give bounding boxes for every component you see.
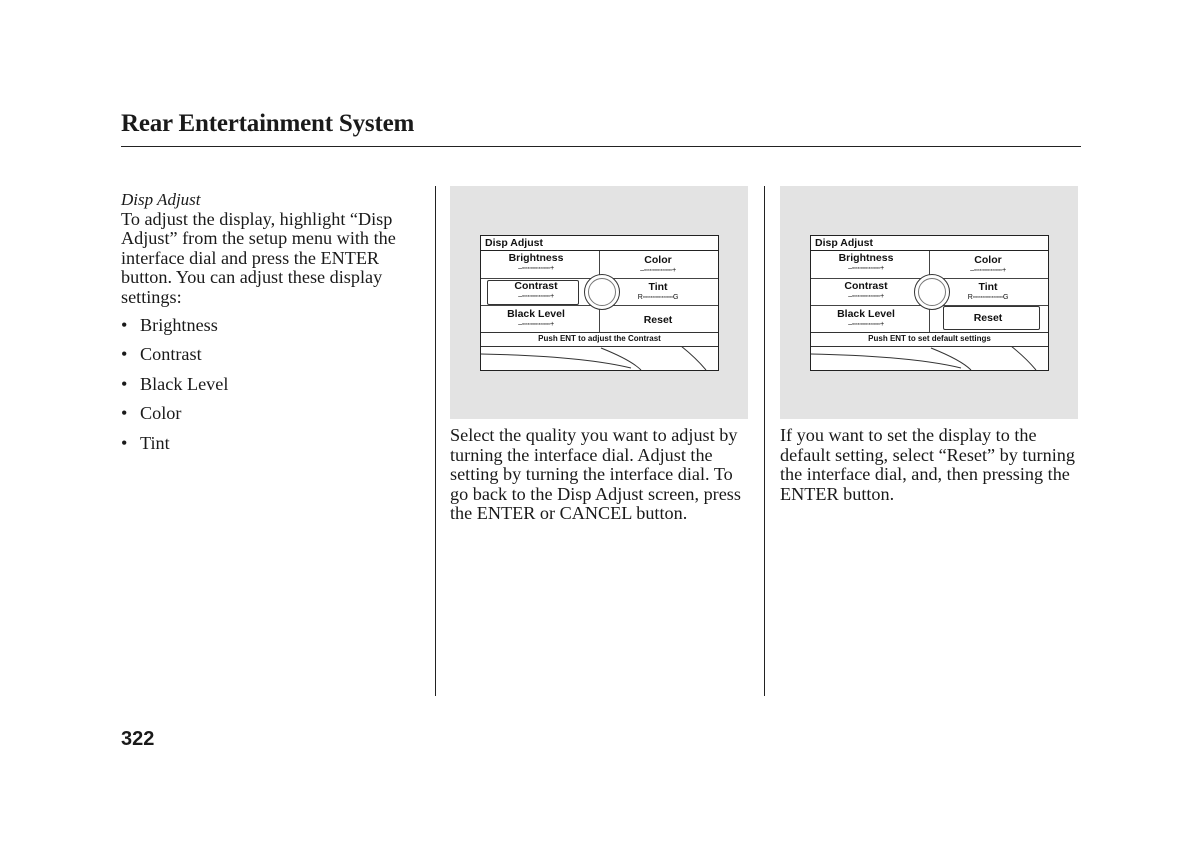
intro-column (121, 190, 426, 463)
display-screen (810, 235, 1049, 371)
title-divider (121, 146, 1081, 147)
figure-contrast-screen (450, 186, 748, 419)
bullet-icon: • (121, 403, 128, 424)
screen-title: Disp Adjust (815, 237, 873, 249)
figure-reset-screen (780, 186, 1078, 419)
bullet-icon: • (121, 314, 128, 335)
page-number: 322 (121, 728, 155, 750)
column-divider-1 (435, 186, 436, 696)
tint-setting: Tint R▫▫▫▫▫▫▫▫▫▫▫▫▫▫G (637, 281, 679, 301)
screen-perspective-lines (481, 346, 718, 370)
list-item: • Contrast (121, 344, 202, 365)
page-title: Rear Entertainment System (121, 110, 415, 137)
bullet-icon: • (121, 432, 128, 453)
caption-right: If you want to set the display to the default setting, select “Reset” by turning the interface dial, and, then pressing the ENTER button. (780, 425, 1075, 504)
subheading: Disp Adjust (121, 190, 201, 209)
screen-perspective-lines (811, 346, 1048, 370)
status-bar: Push ENT to set default settings (811, 332, 1048, 347)
tint-setting: Tint R▫▫▫▫▫▫▫▫▫▫▫▫▫▫G (967, 281, 1009, 301)
bullet-icon: • (121, 344, 128, 365)
list-item: • Brightness (121, 314, 218, 335)
list-item: • Color (121, 403, 182, 424)
display-screen (480, 235, 719, 371)
column-divider-2 (764, 186, 765, 696)
black-level-setting: Black Level –▫▫▫▫▫▫▫▫▫▫▫▫▫+ (507, 308, 565, 328)
settings-list (121, 316, 426, 454)
contrast-setting: Contrast –▫▫▫▫▫▫▫▫▫▫▫▫▫+ (514, 280, 558, 300)
screen-title: Disp Adjust (485, 237, 543, 249)
intro-paragraph: To adjust the display, highlight “Disp Adjust” from the setup menu with the interface dial and press the ENTER button. You can adjust these display settings: (121, 208, 396, 307)
brightness-setting: Brightness –▫▫▫▫▫▫▫▫▫▫▫▫▫+ (508, 252, 564, 272)
reset-option: Reset (643, 314, 673, 326)
list-item: • Black Level (121, 373, 229, 394)
black-level-setting: Black Level –▫▫▫▫▫▫▫▫▫▫▫▫▫+ (837, 308, 895, 328)
color-setting: Color –▫▫▫▫▫▫▫▫▫▫▫▫▫+ (970, 254, 1006, 274)
status-bar: Push ENT to adjust the Contrast (481, 332, 718, 347)
contrast-setting: Contrast –▫▫▫▫▫▫▫▫▫▫▫▫▫+ (844, 280, 888, 300)
reset-option: Reset (973, 312, 1003, 324)
list-item: • Tint (121, 432, 170, 453)
bullet-icon: • (121, 373, 128, 394)
color-setting: Color –▫▫▫▫▫▫▫▫▫▫▫▫▫+ (640, 254, 676, 274)
caption-middle: Select the quality you want to adjust by turning the interface dial. Adjust the setting by turning the interface dial. To go back to the Disp Adjust screen, press the ENTER or CANCEL button. (450, 425, 741, 524)
brightness-setting: Brightness –▫▫▫▫▫▫▫▫▫▫▫▫▫+ (838, 252, 894, 272)
